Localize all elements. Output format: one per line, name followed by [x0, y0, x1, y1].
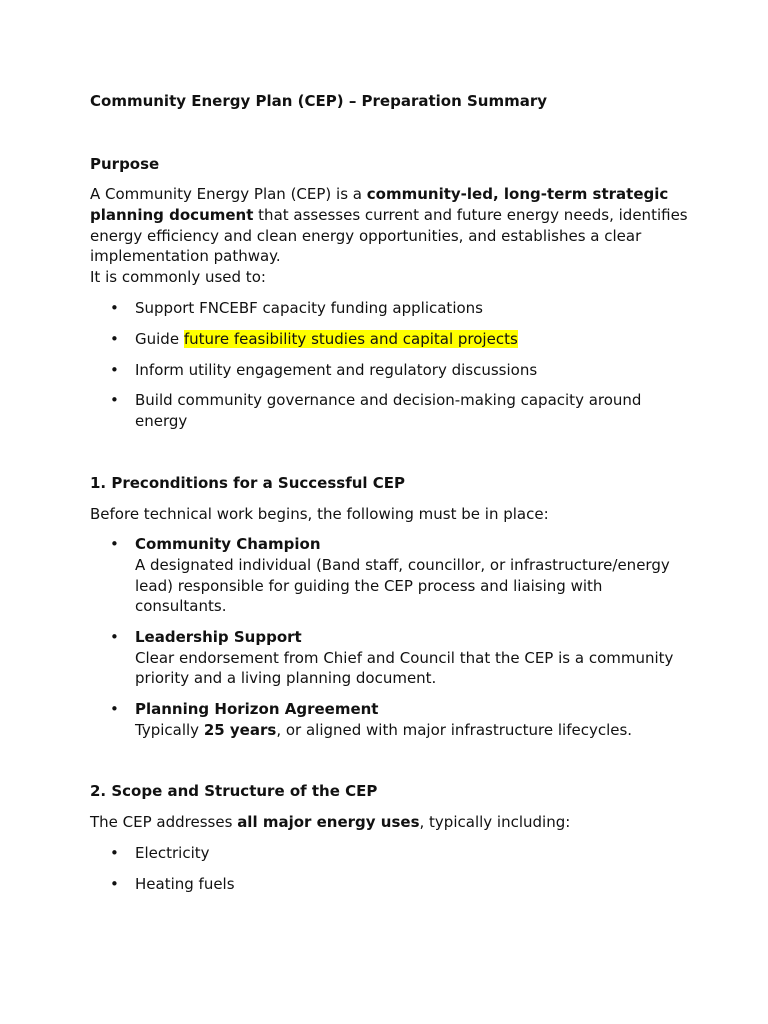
list-item-desc-after: , or aligned with major infrastructure lifecycles. — [276, 720, 633, 739]
bullet-icon: • — [110, 700, 119, 719]
list-item-title: Planning Horizon Agreement — [135, 700, 379, 719]
list-item-text: Inform utility engagement and regulatory discussions — [135, 360, 538, 379]
section2-list — [90, 843, 690, 894]
document-title: Community Energy Plan (CEP) – Preparation Summary — [90, 92, 548, 110]
bullet-icon: • — [110, 535, 119, 554]
list-item-text: Support FNCEBF capacity funding applications — [135, 298, 483, 317]
list-item-desc: A designated individual (Band staff, councillor, or infrastructure/energy lead) responsible for guiding the CEP process and liaising with consultants. — [135, 555, 670, 616]
purpose-intro-bold: community-led, long-term strategic planning document — [90, 185, 669, 225]
section1-intro: Before technical work begins, the following must be in place: — [90, 504, 549, 523]
list-item — [90, 699, 690, 740]
list-item — [90, 843, 690, 864]
list-item-desc: Clear endorsement from Chief and Council that the CEP is a community priority and a living planning document. — [135, 648, 674, 688]
bullet-icon: • — [110, 360, 119, 379]
bullet-icon: • — [110, 875, 119, 893]
bullet-icon: • — [110, 844, 119, 863]
list-item-text: Build community governance and decision-making capacity around energy — [135, 391, 642, 431]
list-item-text: Electricity — [135, 844, 210, 863]
section1-heading: 1. Preconditions for a Successful CEP — [90, 473, 406, 492]
bullet-icon: • — [110, 329, 119, 348]
bullet-icon: • — [110, 628, 119, 647]
section2-intro-bold: all major energy uses — [237, 813, 420, 832]
purpose-list — [90, 298, 690, 432]
list-item — [90, 627, 690, 689]
document-body — [90, 91, 690, 895]
purpose-heading: Purpose — [90, 154, 160, 173]
list-item-title: Community Champion — [135, 535, 321, 554]
section2-heading: 2. Scope and Structure of the CEP — [90, 782, 378, 801]
bullet-icon: • — [110, 298, 119, 317]
list-item — [90, 360, 690, 381]
list-item — [90, 298, 690, 319]
section1-list — [90, 534, 690, 740]
purpose-used-to: It is commonly used to: — [90, 267, 266, 286]
purpose-intro-before: A Community Energy Plan (CEP) is a — [90, 185, 367, 204]
list-item-prefix: Guide — [135, 329, 184, 348]
list-item-title: Leadership Support — [135, 628, 302, 647]
purpose-paragraph — [90, 184, 690, 266]
list-item — [90, 874, 690, 895]
section2-intro — [90, 812, 690, 833]
list-item — [90, 390, 690, 431]
purpose-intro-after: that assesses current and future energy needs, identifies energy efficiency and clean energy opportunities, and establishes a clear implementation pathway. — [90, 206, 688, 266]
list-item — [90, 329, 690, 350]
highlighted-text: future feasibility studies and capital projects — [183, 329, 518, 348]
section2-intro-before: The CEP addresses — [90, 813, 238, 832]
bullet-icon: • — [110, 391, 119, 410]
list-item-text: Heating fuels — [135, 875, 235, 893]
list-item-desc-before: Typically — [135, 720, 204, 739]
list-item-desc-bold: 25 years — [203, 720, 277, 739]
section2-intro-after: , typically including: — [419, 813, 571, 832]
list-item — [90, 534, 690, 616]
